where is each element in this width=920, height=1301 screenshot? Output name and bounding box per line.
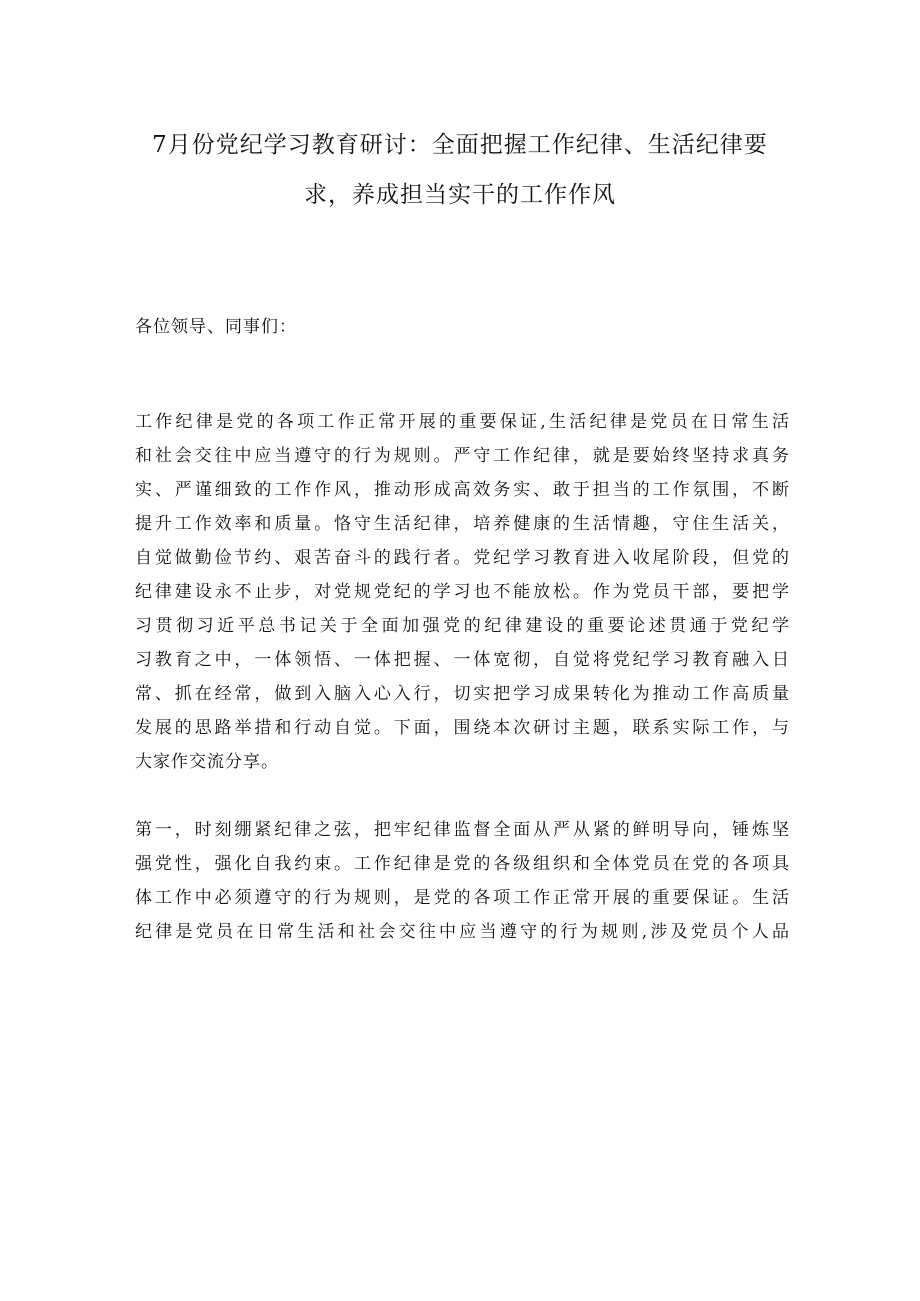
paragraph-line: 工作纪律是党的各项工作正常开展的重要保证,生活纪律是党员在日常生活 <box>135 412 790 432</box>
greeting: 各位领导、同事们： <box>135 317 297 337</box>
paragraph-2 <box>135 813 790 949</box>
title-line: 求，养成担当实干的工作作风 <box>304 182 616 208</box>
paragraph-line: 纪律是党员在日常生活和社会交往中应当遵守的行为规则,涉及党员个人品 <box>135 922 790 942</box>
paragraph-line: 第一，时刻绷紧纪律之弦，把牢纪律监督全面从严从紧的鲜明导向，锤炼坚 <box>135 820 790 840</box>
paragraph-line: 习贯彻习近平总书记关于全面加强党的纪律建设的重要论述贯通于党纪学 <box>135 616 790 636</box>
paragraph-line: 发展的思路举措和行动自觉。下面，围绕本次研讨主题，联系实际工作，与 <box>135 718 790 738</box>
paragraph-line: 体工作中必须遵守的行为规则，是党的各项工作正常开展的重要保证。生活 <box>135 888 790 908</box>
paragraph-1 <box>135 405 790 779</box>
paragraph-line: 常、抓在经常，做到入脑入心入行，切实把学习成果转化为推动工作高质量 <box>135 684 790 704</box>
paragraph-line: 习教育之中，一体领悟、一体把握、一体宽彻，自觉将党纪学习教育融入日 <box>135 650 790 670</box>
paragraph-line: 实、严谨细致的工作作风，推动形成高效务实、敢于担当的工作氛围，不断 <box>135 480 790 500</box>
document-title <box>120 120 800 220</box>
paragraph-line: 纪律建设永不止步，对党规党纪的学习也不能放松。作为党员干部，要把学 <box>135 582 790 602</box>
paragraph-line: 强党性，强化自我约束。工作纪律是党的各级组织和全体党员在党的各项具 <box>135 854 790 874</box>
title-line: 7月份党纪学习教育研讨：全面把握工作纪律、生活纪律要 <box>152 132 768 158</box>
paragraph-line: 大家作交流分享。 <box>135 752 279 772</box>
paragraph-line: 和社会交往中应当遵守的行为规则。严守工作纪律，就是要始终坚持求真务 <box>135 446 790 466</box>
paragraph-line: 提升工作效率和质量。恪守生活纪律，培养健康的生活情趣，守住生活关， <box>135 514 790 534</box>
paragraph-line: 自觉做勤俭节约、艰苦奋斗的践行者。党纪学习教育进入收尾阶段，但党的 <box>135 548 790 568</box>
